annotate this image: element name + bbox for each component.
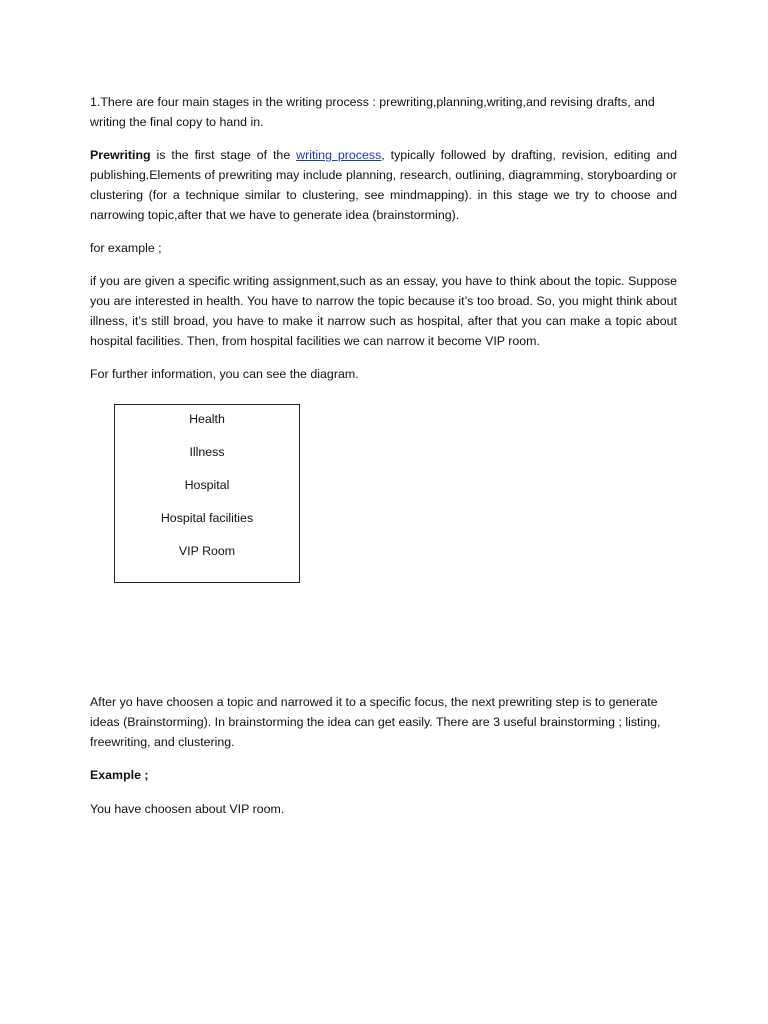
example-label: Example ; [90,768,149,782]
intro-paragraph: 1.There are four main stages in the writing process : prewriting,planning,writing,and revising drafts, and writing the final copy to hand in. [90,95,655,129]
diagram-item-health: Health [189,412,225,426]
diagram-item-illness: Illness [189,445,225,459]
diagram-item-vip-room: VIP Room [178,544,236,558]
prewriting-paragraph [90,145,677,225]
diagram-intro: For further information, you can see the diagram. [90,367,359,381]
prewriting-text-start: is the first stage of the [150,148,297,162]
vip-room-line: You have choosen about VIP room. [90,802,285,816]
for-example-label: for example ; [90,241,162,255]
writing-process-link[interactable]: writing process [296,148,382,162]
prewriting-text-end: , typically followed by drafting, revision, editing and publishing.Elements of prewriting may include planning, research, outlining, diagramming, storyboarding or clustering (for a technique similar to clustering, see mindmapping). in this stage we try to choose and narrowing topic,after that we have to generate idea (brainstorming). [90,148,677,222]
example-paragraph: if you are given a specific writing assignment,such as an essay, you have to think about the topic. Suppose you are interested in health. You have to narrow the topic because it’s too broad. So, you might think about illness, it’s still broad, you have to make it narrow such as hospital, after that you can make a topic about hospital facilities. Then, from hospital facilities we can narrow it become VIP room. [90,274,677,348]
brainstorming-paragraph: After yo have choosen a topic and narrowed it to a specific focus, the next prewriting step is to generate ideas (Brainstorming). In brainstorming the idea can get easily. There are 3 useful brainstorming ; listing, freewriting, and clustering. [90,695,661,749]
diagram-item-hospital: Hospital [184,478,230,492]
topic-narrowing-diagram [114,404,300,583]
prewriting-term: Prewriting [90,148,151,162]
diagram-item-hospital-facilities: Hospital facilities [160,511,254,525]
